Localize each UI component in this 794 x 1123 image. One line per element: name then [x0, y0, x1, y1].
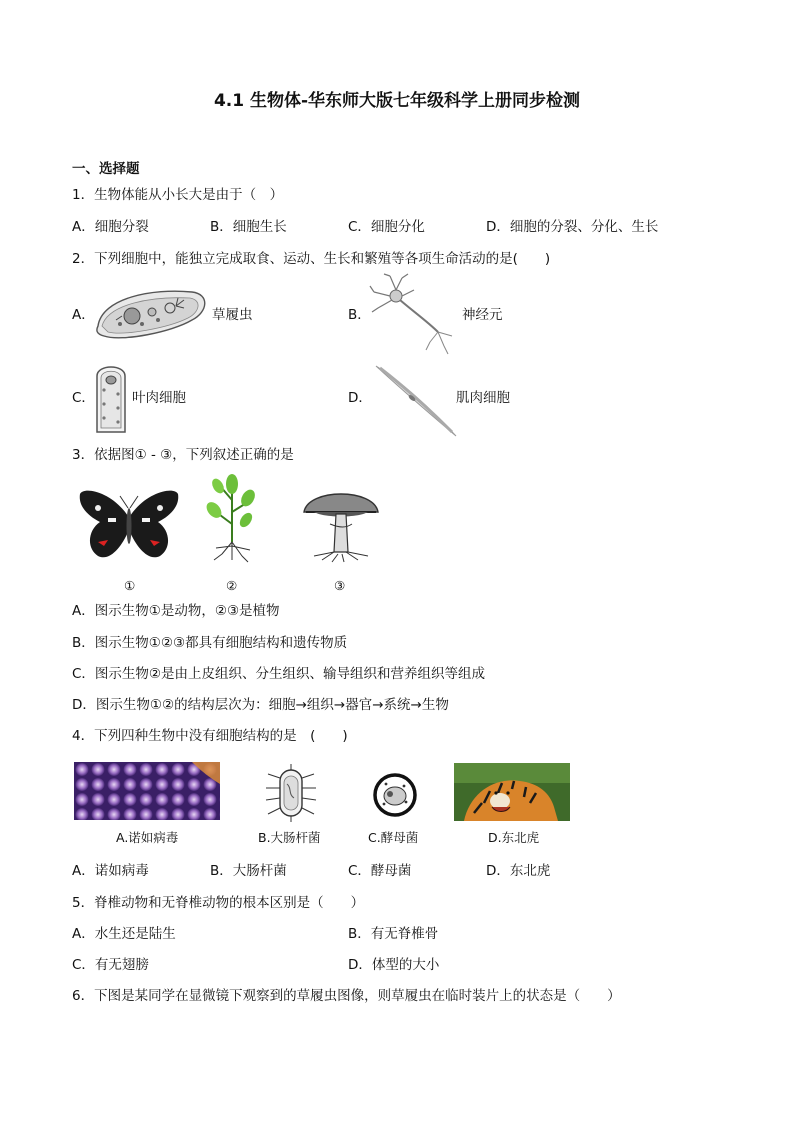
- q4-caption-c: C.酵母菌: [368, 830, 419, 845]
- q2-letter-a: A．: [72, 307, 95, 323]
- tiger-figure: [454, 763, 570, 821]
- question-1-stem: 1．生物体能从小长大是由于（ ）: [72, 187, 284, 203]
- question-2-stem: 2．下列细胞中，能独立完成取食、运动、生长和繁殖等各项生命活动的是( ): [72, 251, 551, 267]
- leaf-cell-figure: [92, 362, 130, 434]
- q2-letter-b: B．: [348, 307, 371, 323]
- q4-caption-a: A.诺如病毒: [116, 830, 179, 845]
- paramecium-figure: [92, 286, 210, 342]
- norovirus-figure: [74, 762, 220, 820]
- q4-option-c: C．酵母菌: [348, 863, 412, 879]
- muscle-cell-figure: [372, 362, 458, 438]
- e-coli-figure: [262, 764, 320, 822]
- q4-option-a: A．诺如病毒: [72, 863, 149, 879]
- q5-option-b: B．有无脊椎骨: [348, 926, 439, 942]
- fig-label-3: ③: [334, 578, 346, 593]
- q3-option-a: A．图示生物①是动物，②③是植物: [72, 603, 280, 619]
- section-heading: 一、选择题: [72, 161, 140, 177]
- neuron-figure: [368, 272, 460, 356]
- mushroom-figure: [300, 478, 382, 564]
- q4-option-b: B．大肠杆菌: [210, 863, 287, 879]
- page-title: 4.1 生物体-华东师大版七年级科学上册同步检测: [213, 91, 581, 111]
- q1-option-d: D．细胞的分裂、分化、生长: [486, 219, 659, 235]
- plant-figure: [204, 472, 260, 566]
- q2-label-a: 草履虫: [212, 307, 253, 323]
- q2-label-d: 肌肉细胞: [456, 390, 510, 406]
- q5-option-c: C．有无翅膀: [72, 957, 149, 973]
- q2-label-c: 叶肉细胞: [132, 390, 186, 406]
- q5-option-a: A．水生还是陆生: [72, 926, 176, 942]
- q1-option-c: C．细胞分化: [348, 219, 425, 235]
- q5-option-d: D．体型的大小: [348, 957, 440, 973]
- question-3-stem: 3．依据图① - ③，下列叙述正确的是: [72, 447, 294, 463]
- q3-option-c: C．图示生物②是由上皮组织、分生组织、输导组织和营养组织等组成: [72, 666, 486, 682]
- q4-option-d: D．东北虎: [486, 863, 551, 879]
- question-5-stem: 5．脊椎动物和无脊椎动物的根本区别是（ ）: [72, 895, 365, 911]
- butterfly-figure: [78, 486, 180, 564]
- q4-caption-b: B.大肠杆菌: [258, 830, 321, 845]
- q4-caption-d: D.东北虎: [488, 830, 540, 845]
- q2-letter-c: C．: [72, 390, 95, 406]
- q3-option-b: B．图示生物①②③都具有细胞结构和遗传物质: [72, 635, 348, 651]
- fig-label-2: ②: [226, 578, 238, 593]
- q2-label-b: 神经元: [462, 307, 503, 323]
- q3-option-d: D．图示生物①②的结构层次为：细胞→组织→器官→系统→生物: [72, 697, 449, 713]
- q1-option-a: A．细胞分裂: [72, 219, 149, 235]
- question-6-stem: 6．下图是某同学在显微镜下观察到的草履虫图像，则草履虫在临时装片上的状态是（ ）: [72, 988, 621, 1004]
- question-4-stem: 4．下列四种生物中没有细胞结构的是 ( ): [72, 728, 348, 744]
- q1-option-b: B．细胞生长: [210, 219, 287, 235]
- q2-letter-d: D．: [348, 390, 372, 406]
- yeast-figure: [372, 772, 418, 818]
- fig-label-1: ①: [124, 578, 136, 593]
